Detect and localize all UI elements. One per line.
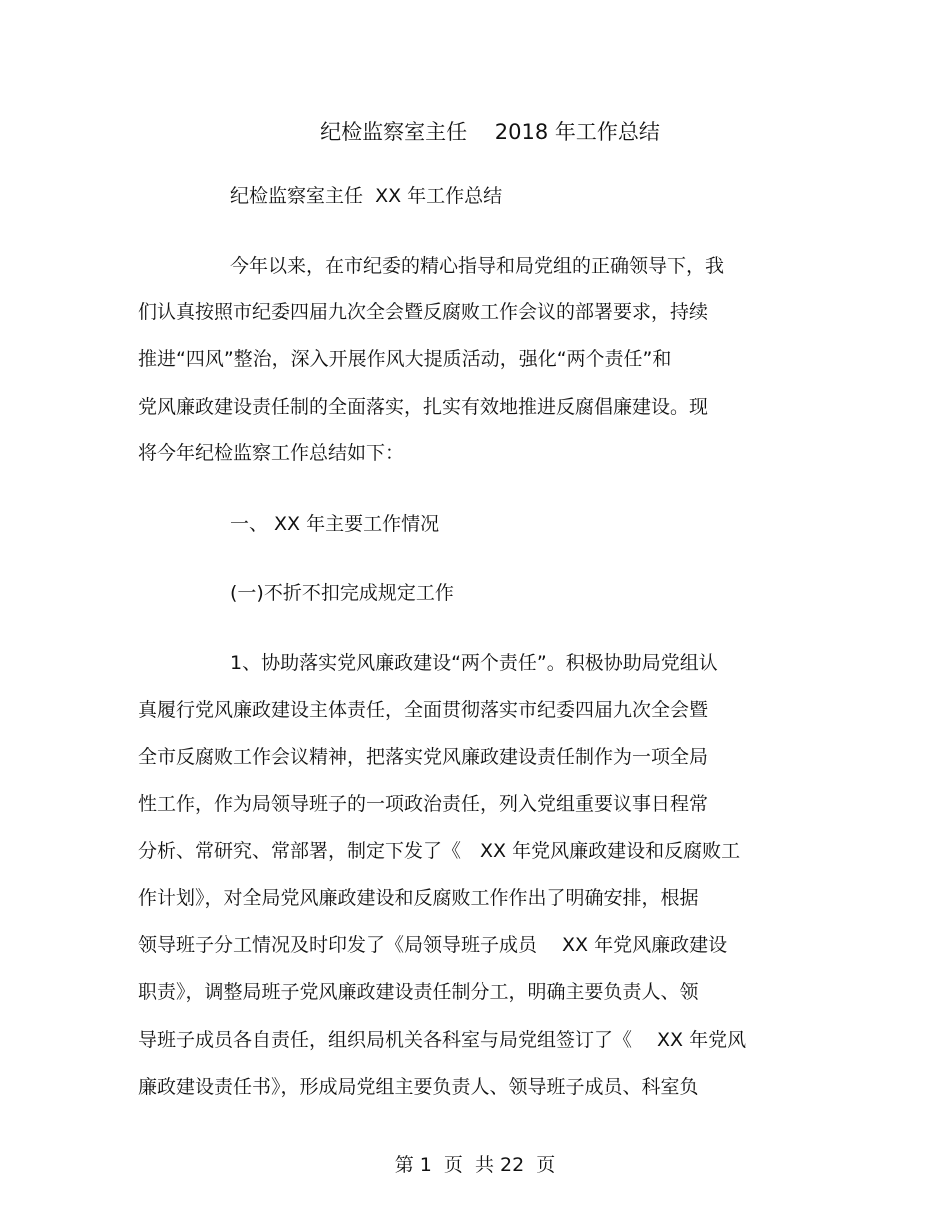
document-subtitle: 纪检监察室主任 XX 年工作总结: [230, 185, 503, 207]
paragraph-line: 领导班子分工情况及时印发了《局领导班子成员 XX 年党风廉政建设: [138, 934, 728, 956]
paragraph-line: 全市反腐败工作会议精神，把落实党风廉政建设责任制作为一项全局: [138, 746, 709, 768]
paragraph-line: 真履行党风廉政建设主体责任，全面贯彻落实市纪委四届九次全会暨: [138, 699, 709, 721]
section-heading: 一、 XX 年主要工作情况: [230, 513, 440, 535]
paragraph-line: 性工作，作为局领导班子的一项政治责任，列入党组重要议事日程常: [138, 793, 709, 815]
paragraph-line: 今年以来，在市纪委的精心指导和局党组的正确领导下，我: [230, 255, 725, 277]
paragraph-line: 将今年纪检监察工作总结如下：: [138, 442, 405, 464]
paragraph-line: 推进“四风”整治，深入开展作风大提质活动，强化“两个责任”和: [138, 348, 672, 370]
paragraph-line: 导班子成员各自责任，组织局机关各科室与局党组签订了《 XX 年党风: [138, 1029, 747, 1051]
paragraph-line: 党风廉政建设责任制的全面落实，扎实有效地推进反腐倡廉建设。现: [138, 396, 709, 418]
document-title: 纪检监察室主任 2018 年工作总结: [320, 120, 660, 144]
paragraph-line: 廉政建设责任书》，形成局党组主要负责人、领导班子成员、科室负: [138, 1076, 699, 1098]
paragraph-line: 作计划》，对全局党风廉政建设和反腐败工作作出了明确安排，根据: [138, 887, 699, 909]
paragraph-line: 分析、常研究、常部署，制定下发了《 XX 年党风廉政建设和反腐败工: [138, 840, 741, 862]
paragraph-line: 们认真按照市纪委四届九次全会暨反腐败工作会议的部署要求，持续: [138, 301, 709, 323]
page-number-footer: 第 1 页 共 22 页: [394, 1154, 556, 1176]
paragraph-line: 职责》，调整局班子党风廉政建设责任制分工，明确主要负责人、领: [138, 981, 699, 1003]
paragraph-line: 1、协助落实党风廉政建设“两个责任”。积极协助局党组认: [230, 652, 718, 674]
subsection-heading: (一)不折不扣完成规定工作: [230, 582, 454, 604]
